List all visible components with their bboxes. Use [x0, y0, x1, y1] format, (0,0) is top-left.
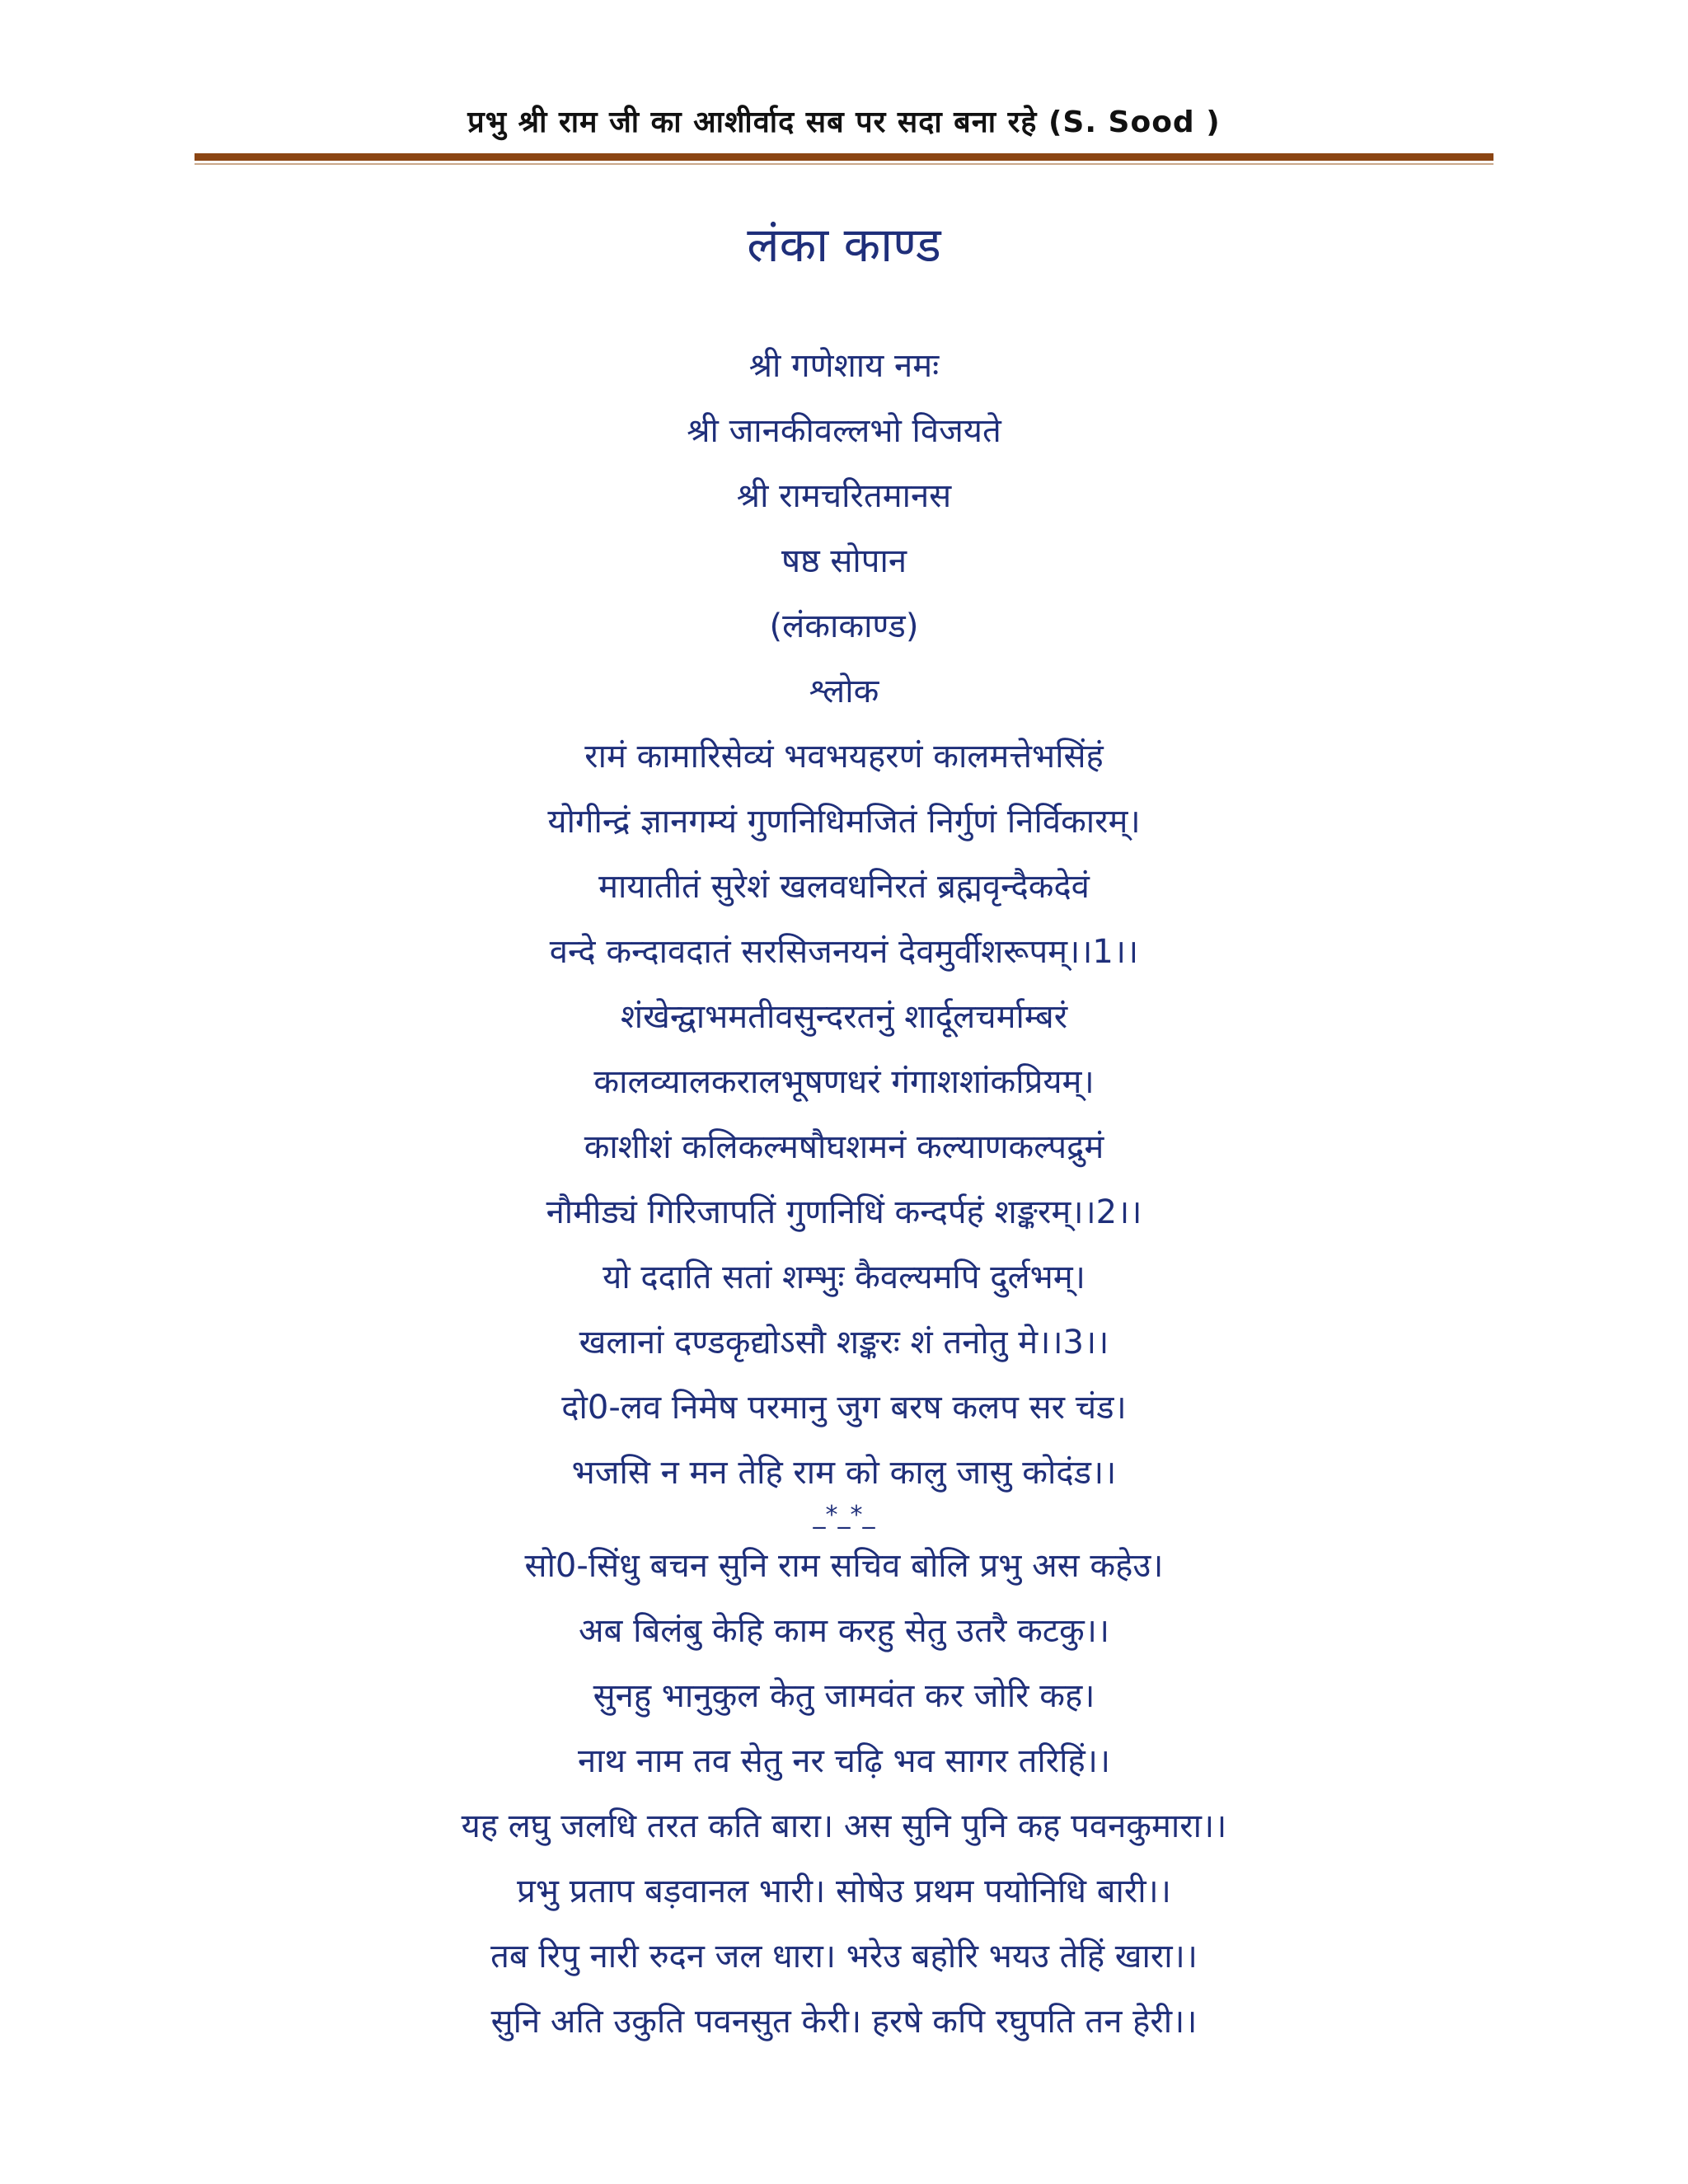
shloka-line: खलानां दण्डकृद्योऽसौ शङ्करः शं तनोतु मे।।3।। [579, 1324, 1109, 1361]
shloka-line: कालव्यालकरालभूषणधरं गंगाशशांकप्रियम्। [593, 1063, 1095, 1101]
shloka-line: शंखेन्द्वाभमतीवसुन्दरतनुं शार्दूलचर्माम्बरं [620, 998, 1068, 1036]
header-divider [195, 153, 1493, 161]
shloka-line: काशीशं कलिकल्मषौघशमनं कल्याणकल्पद्रुमं [584, 1128, 1104, 1166]
section-separator: _*_*_ [813, 1501, 875, 1530]
soratha-line: सो0-सिंधु बचन सुनि राम सचिव बोलि प्रभु अस कहेउ। [524, 1547, 1164, 1585]
soratha-line: नाथ नाम तव सेतु नर चढ़ि भव सागर तरिहिं।। [577, 1742, 1111, 1780]
page-header: प्रभु श्री राम जी का आशीर्वाद सब पर सदा बना रहे (S. Sood ) [467, 105, 1221, 139]
header-divider-thin [195, 163, 1493, 165]
chaupai-line: तब रिपु नारी रुदन जल धारा। भरेउ बहोरि भयउ तेहिं खारा।। [490, 1938, 1198, 1975]
shloka-line: मायातीतं सुरेशं खलवधनिरतं ब्रह्मवृन्दैकदेवं [598, 868, 1090, 906]
section-heading: श्लोक [809, 673, 879, 710]
doha-line: दो0-लव निमेष परमानु जुग बरष कलप सर चंड। [561, 1389, 1127, 1427]
soratha-line: सुनहु भानुकुल केतु जामवंत कर जोरि कह। [593, 1677, 1095, 1715]
chapter-title: लंका काण्ड [747, 217, 941, 273]
chaupai-line: यह लघु जलधि तरत कति बारा। अस सुनि पुनि कह पवनकुमारा।। [461, 1807, 1227, 1845]
soratha-line: अब बिलंबु केहि काम करहु सेतु उतरै कटकु।। [578, 1612, 1110, 1650]
invocation-line: (लंकाकाण्ड) [769, 607, 919, 645]
shloka-line: यो ददाति सतां शम्भुः कैवल्यमपि दुर्लभम्। [603, 1258, 1085, 1296]
invocation-line: श्री जानकीवल्लभो विजयते [687, 412, 1001, 450]
verse-block [0, 334, 1688, 2055]
shloka-line: नौमीड्यं गिरिजापतिं गुणनिधिं कन्दर्पहं शङ्करम्।।2।। [546, 1193, 1142, 1231]
doha-line: भजसि न मन तेहि राम को कालु जासु कोदंड।। [571, 1454, 1117, 1492]
chaupai-line: प्रभु प्रताप बड़वानल भारी। सोषेउ प्रथम पयोनिधि बारी।। [517, 1872, 1171, 1910]
shloka-line: योगीन्द्रं ज्ञानगम्यं गुणनिधिमजितं निर्गुणं निर्विकारम्। [547, 803, 1141, 841]
invocation-line: श्री गणेशाय नमः [748, 347, 940, 385]
invocation-line: श्री रामचरितमानस [736, 477, 952, 515]
invocation-line: षष्ठ सोपान [781, 542, 907, 580]
shloka-line: रामं कामारिसेव्यं भवभयहरणं कालमत्तेभसिंहं [584, 738, 1104, 776]
chaupai-line: सुनि अति उकुति पवनसुत केरी। हरषे कपि रघुपति तन हेरी।। [490, 2003, 1198, 2041]
shloka-line: वन्दे कन्दावदातं सरसिजनयनं देवमुर्वीशरूपम्।।1।। [549, 933, 1139, 971]
